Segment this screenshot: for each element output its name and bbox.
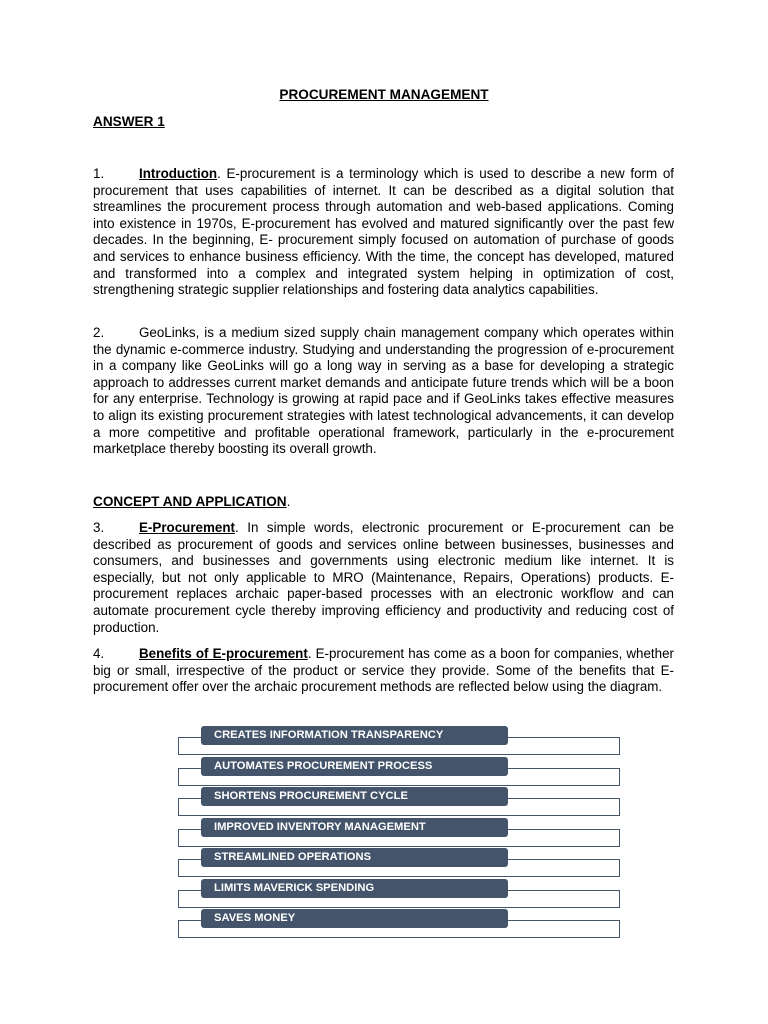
concept-heading-text: CONCEPT AND APPLICATION <box>93 494 287 509</box>
benefit-row <box>178 879 620 909</box>
answer-heading-text: ANSWER 1 <box>93 114 165 129</box>
paragraph-text: . In simple words, electronic procurement or E-procurement can be described as procurement of goods and services online between businesses, businesses and consumers, and businesses and governments using electronic medium like internet. It is especially, but not only applicable to MRO (Maintenance, Repairs, Operations) products. E-procurement replaces archaic paper-based processes with an electronic workflow and can automate procurement cycle thereby improving efficiency and productivity and reducing cost of production. <box>93 520 674 635</box>
paragraph-text: GeoLinks, is a medium sized supply chain management company which operates within the dynamic e-commerce industry. Studying and understanding the progression of e-procurement in a company like GeoLinks will go a long way in serving as a base for developing a strategic approach to addresses current market demands and anticipate future trends which will be a boon for any enterprise. Technology is growing at rapid pace and if GeoLinks takes effective measures to align its existing procurement strategies with latest technological advancements, it can develop a more competitive and profitable operational framework, particularly in the e-procurement marketplace thereby boosting its overall growth. <box>93 325 674 457</box>
paragraph-number: 3. <box>93 520 105 535</box>
benefit-label: SHORTENS PROCUREMENT CYCLE <box>201 787 508 806</box>
benefit-label: IMPROVED INVENTORY MANAGEMENT <box>201 818 508 837</box>
answer-heading <box>93 114 165 129</box>
concept-heading <box>93 494 290 509</box>
benefits-diagram <box>178 726 620 938</box>
paragraph-number: 4. <box>93 646 105 661</box>
benefit-label: CREATES INFORMATION TRANSPARENCY <box>201 726 508 745</box>
paragraph-3 <box>93 520 674 636</box>
benefit-row <box>178 726 620 756</box>
paragraph-lead: E-Procurement <box>139 520 235 535</box>
benefit-row <box>178 757 620 787</box>
benefit-row <box>178 848 620 878</box>
benefit-row <box>178 787 620 817</box>
paragraph-lead: Benefits of E-procurement <box>139 646 308 661</box>
paragraph-number: 2. <box>93 325 105 340</box>
concept-heading-suffix: . <box>286 494 291 509</box>
paragraph-lead: Introduction <box>139 166 218 181</box>
benefit-row <box>178 818 620 848</box>
benefit-label: SAVES MONEY <box>201 909 508 928</box>
paragraph-text: . E-procurement is a terminology which is used to describe a new form of procurement that uses capabilities of internet. It can be described as a digital solution that streamlines the procurement process through automation and web-based applications. Coming into existence in 1970s, E-procurement has evolved and matured significantly over the past few decades. In the beginning, E- procurement simply focused on automation of purchase of goods and services to enhance business efficiency. With the time, the concept has developed, matured and transformed into a complex and integrated system helping in optimization of cost, strengthening strategic supplier relationships and fostering data analytics capabilities. <box>93 166 674 298</box>
benefit-label: LIMITS MAVERICK SPENDING <box>201 879 508 898</box>
paragraph-4 <box>93 646 674 696</box>
document-title: PROCUREMENT MANAGEMENT <box>279 87 489 102</box>
paragraph-text: . E-procurement has come as a boon for companies, whether big or small, irrespective of the product or service they provide. Some of the benefits that E-procurement offer over the archaic procurement methods are reflected below using the diagram. <box>93 646 674 695</box>
paragraph-number: 1. <box>93 166 105 181</box>
paragraph-2 <box>93 325 674 458</box>
benefit-label: AUTOMATES PROCUREMENT PROCESS <box>201 757 508 776</box>
paragraph-1 <box>93 166 674 299</box>
benefit-row <box>178 909 620 939</box>
benefit-label: STREAMLINED OPERATIONS <box>201 848 508 867</box>
